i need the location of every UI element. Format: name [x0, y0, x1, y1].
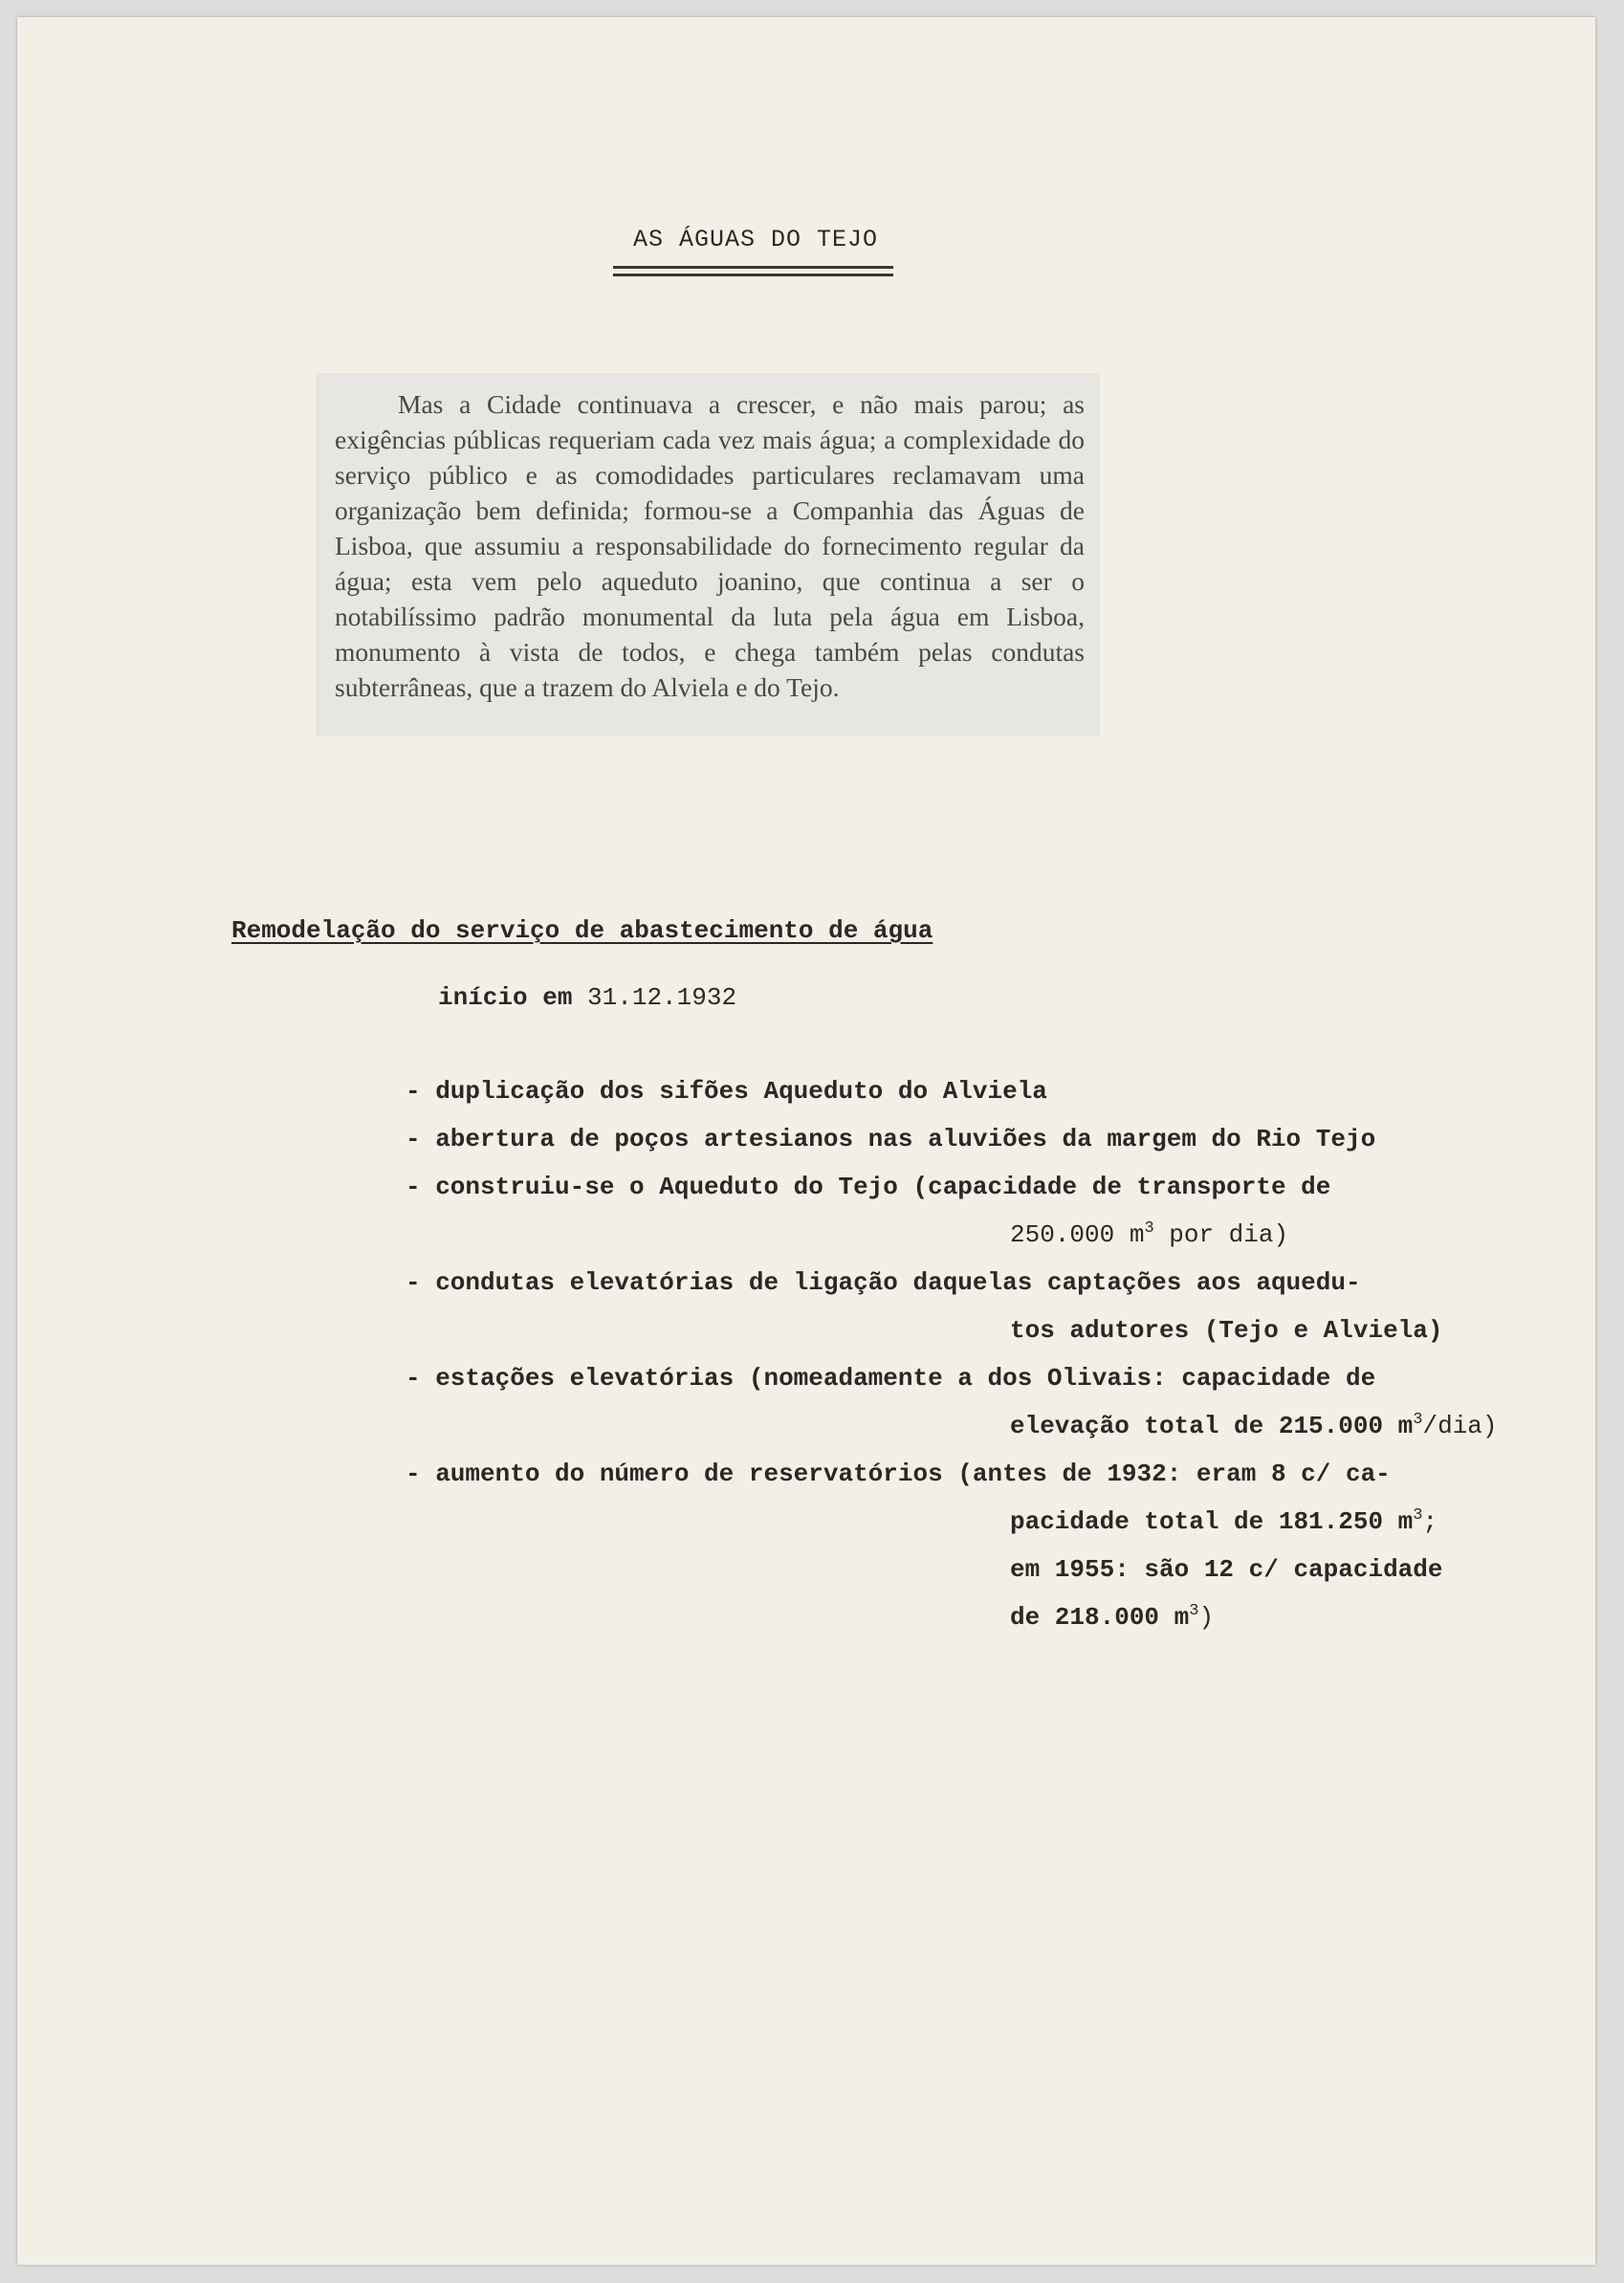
page-title: AS ÁGUAS DO TEJO — [632, 226, 879, 253]
start-date-value: 31.12.1932 — [587, 983, 737, 1012]
list-item-pipes: - condutas elevatórias de ligação daquelas captações aos aquedu- — [406, 1268, 1361, 1297]
pipes-continuation-text: tos adutores (Tejo e Alviela) — [1010, 1316, 1443, 1345]
list-item-reservoirs-continuation-3 — [1010, 1603, 1214, 1632]
reservoirs-capacity-1932: pacidade total de 181.250 m — [1010, 1507, 1414, 1536]
start-date-line — [438, 983, 736, 1012]
cubic-exponent: 3 — [1144, 1219, 1154, 1238]
cubic-exponent: 3 — [1189, 1602, 1199, 1620]
list-item-reservoirs-continuation-2 — [1010, 1555, 1442, 1584]
reservoirs-capacity-1955: de 218.000 m — [1010, 1603, 1190, 1632]
document-page — [17, 17, 1595, 2265]
reservoirs-closing: ) — [1198, 1603, 1215, 1632]
clipping-paragraph: Mas a Cidade continuava a crescer, e não mais parou; as exigências públicas requeriam cada vez mais água; a complexidade do serviço público e as comodidades particulares reclamavam uma organização bem definida; formou-se a Companhia das Águas de Lisboa, que assumiu a responsabilidade do fornecimento regular da água; esta vem pelo aqueduto joanino, que continua a ser o notabilíssimo padrão monumental da luta pela água em Lisboa, monumento à vista de todos, e chega também pelas condutas subterrâneas, que a trazem do Alviela e do Tejo. — [335, 389, 1085, 702]
reservoirs-count-1955: em 1955: são 12 c/ capacidade — [1010, 1555, 1443, 1584]
title-double-underline — [613, 266, 893, 276]
list-item-reservoirs: - aumento do número de reservatórios (antes de 1932: eram 8 c/ ca- — [406, 1460, 1391, 1488]
cubic-exponent: 3 — [1413, 1411, 1423, 1429]
list-item-aqueduct-continuation — [1010, 1220, 1288, 1249]
list-item-aqueduct: - construiu-se o Aqueduto do Tejo (capacidade de transporte de — [406, 1173, 1331, 1201]
section-heading: Remodelação do serviço de abastecimento de água — [231, 916, 933, 945]
list-item-stations-continuation — [1010, 1412, 1498, 1440]
reservoirs-separator: ; — [1422, 1507, 1438, 1536]
list-item-siphons: - duplicação dos sifões Aqueduto do Alviela — [406, 1077, 1047, 1106]
start-date-label: início em — [438, 983, 573, 1012]
stations-capacity-unit: /dia) — [1422, 1412, 1498, 1440]
aqueduct-capacity-unit: por dia) — [1153, 1220, 1289, 1249]
list-item-pipes-continuation — [1010, 1316, 1442, 1345]
list-item-wells: - abertura de poços artesianos nas aluviões da margem do Rio Tejo — [406, 1125, 1376, 1153]
stations-capacity: elevação total de 215.000 m — [1010, 1412, 1414, 1440]
list-item-reservoirs-continuation-1 — [1010, 1507, 1437, 1536]
cubic-exponent: 3 — [1413, 1506, 1423, 1525]
newspaper-clipping — [316, 373, 1100, 736]
list-item-stations: - estações elevatórias (nomeadamente a dos Olivais: capacidade de — [406, 1364, 1376, 1393]
aqueduct-capacity: 250.000 m — [1010, 1220, 1145, 1249]
